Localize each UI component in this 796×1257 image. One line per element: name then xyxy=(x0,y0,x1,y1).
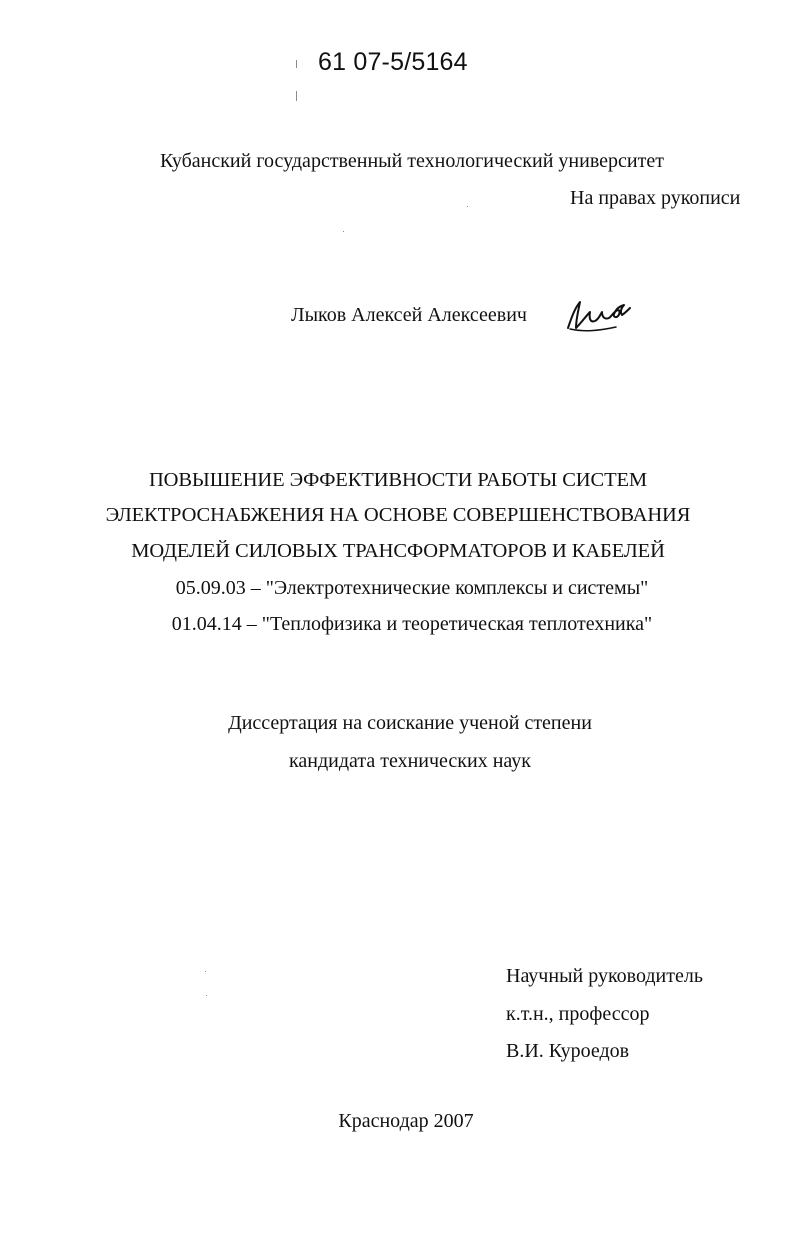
supervisor-label: Научный руководитель xyxy=(506,965,703,987)
specialty-line-1: 05.09.03 – "Электротехнические комплексы и системы" xyxy=(175,577,649,599)
signature-icon xyxy=(562,298,634,336)
archive-code: 61 07-5/5164 xyxy=(318,48,468,76)
rights-note: На правах рукописи xyxy=(570,187,741,209)
institution-name: Кубанский государственный технологический университет xyxy=(160,150,664,172)
specialty-line-2: 01.04.14 – "Теплофизика и теоретическая теплотехника" xyxy=(171,613,653,635)
scan-mark xyxy=(205,971,206,972)
thesis-title-line-2: ЭЛЕКТРОСНАБЖЕНИЯ НА ОСНОВЕ СОВЕРШЕНСТВОВАНИЯ xyxy=(105,504,691,526)
scan-mark xyxy=(343,231,344,232)
thesis-title-line-1: ПОВЫШЕНИЕ ЭФФЕКТИВНОСТИ РАБОТЫ СИСТЕМ xyxy=(148,469,648,491)
thesis-title-line-3: МОДЕЛЕЙ СИЛОВЫХ ТРАНСФОРМАТОРОВ И КАБЕЛЕЙ xyxy=(131,540,665,562)
scan-mark xyxy=(206,995,207,996)
supervisor-name: В.И. Куроедов xyxy=(506,1040,630,1062)
scan-mark xyxy=(467,206,468,207)
author-name: Лыков Алексей Алексеевич xyxy=(291,304,527,326)
scan-mark xyxy=(296,60,297,68)
supervisor-title: к.т.н., профессор xyxy=(506,1003,650,1025)
scan-mark xyxy=(296,91,297,101)
degree-line-1: Диссертация на соискание ученой степени xyxy=(228,712,592,734)
place-year: Краснодар 2007 xyxy=(338,1110,474,1132)
degree-line-2: кандидата технических наук xyxy=(288,750,532,772)
